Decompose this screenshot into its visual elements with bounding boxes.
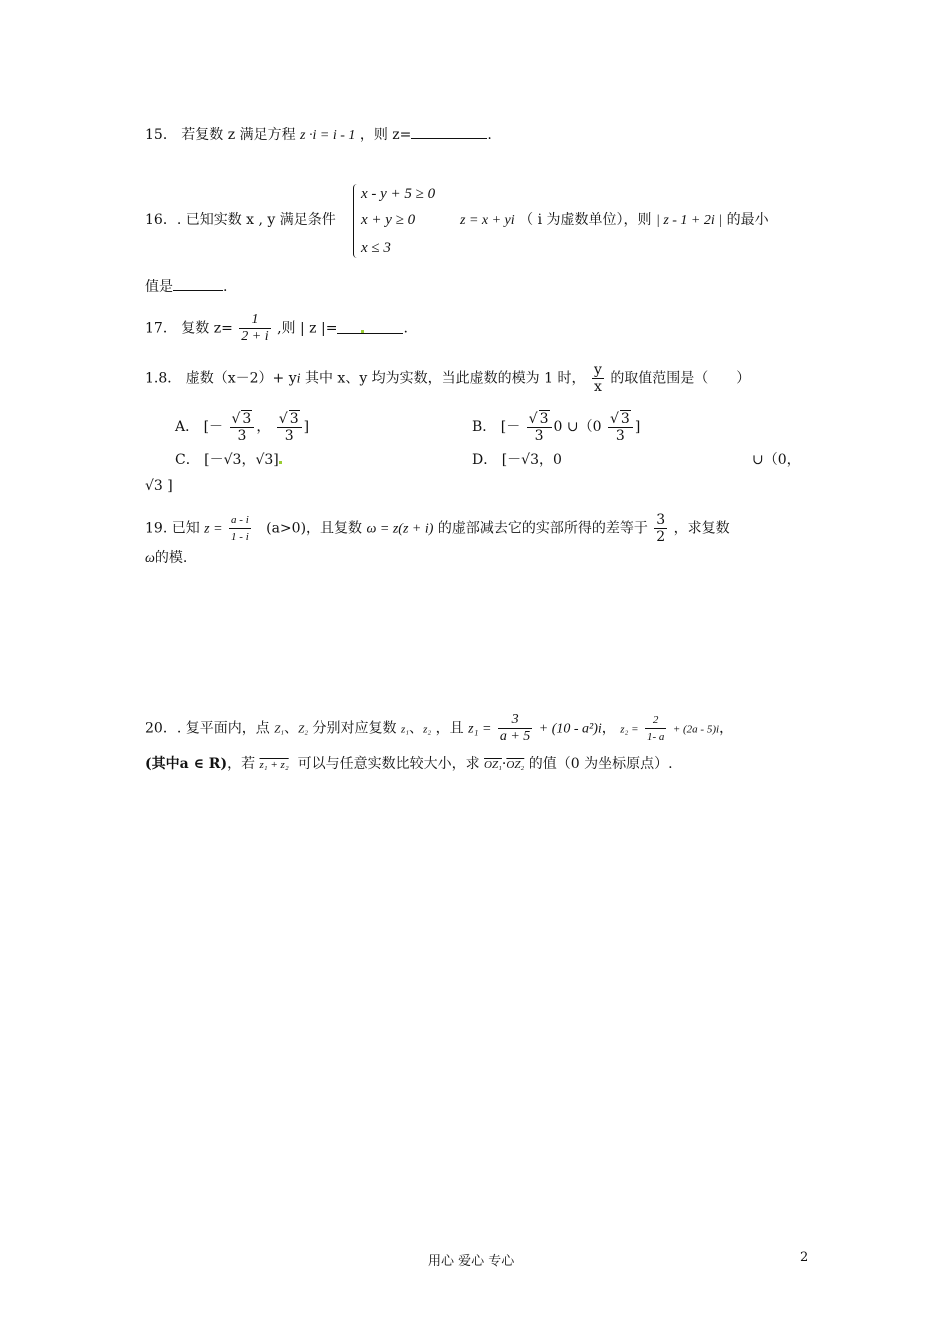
question-16: 16．. 已知实数 x , y 满足条件 xyxy=(145,212,336,228)
answer-blank xyxy=(411,124,487,139)
q18-number: 1.8． xyxy=(145,370,182,387)
q16-expression: | z - 1 + 2i | xyxy=(655,213,723,228)
question-19: 19. 已知 z = $\frac{a - i}{1 - i}$ (a>0)，且复数 ω = z(z + i) 的虚部减去它的实部所得的差等于 $\frac{3}{2}$ ，求复数 xyxy=(145,512,730,545)
answer-blank xyxy=(173,276,223,291)
q20-number: 20． xyxy=(145,720,177,737)
left-brace xyxy=(353,184,359,258)
page-number: 2 xyxy=(800,1250,809,1265)
q19-fraction: $\frac{a - i}{1 - i}$ xyxy=(231,514,249,543)
option-d-tail: ∪（0， xyxy=(752,452,801,468)
q15-equation: z ·i = i - 1 xyxy=(300,128,356,143)
question-20: 20．. 复平面内，点 Z₁、Z₂ 分别对应复数 z₁、z₂ ，且 z₁ = $\frac{3}{a + 5}$ + (10 - a²)i， z₂ = $\frac{2}{1- a}$ + (2a - 5)i， xyxy=(145,712,734,744)
q19-number: 19. xyxy=(145,520,168,537)
constraint-system: x - y + 5 ≥ 0 x + y ≥ 0 x ≤ 3 xyxy=(353,182,473,260)
question-16-cont: z = x + yi （ i 为虚数单位），则 | z - 1 + 2i | 的最小 xyxy=(460,212,769,228)
q16-number: 16． xyxy=(145,212,177,228)
question-18: 1.8． 虚数（x－2）+ yi 其中 x、y 均为实数，当此虚数的模为 1 时， $\frac{y}{x}$ 的取值范围是（ ） xyxy=(145,362,751,395)
option-a: A． [－ $\frac{√ 3}{3}$ ， $\frac{√ 3}{3}$ ] xyxy=(175,411,310,444)
q15-number: 15． xyxy=(145,127,177,143)
question-15: 15． 若复数 z 满足方程 z ·i = i - 1 ，则 z= . xyxy=(145,124,492,146)
footer-text: 用心 爱心 专心 xyxy=(428,1254,515,1269)
option-d-line2: √3 ] xyxy=(145,478,173,494)
question-19-line2: ω的模. xyxy=(145,550,188,566)
question-20-line2: (其中a ∈ R)，若 z₁ + z₂ 可以与任意实数比较大小，求 OZ₁·OZ₂ 的值（0 为坐标原点）. xyxy=(145,756,673,772)
option-c: C． [－√3，√3] xyxy=(175,450,282,470)
answer-blank xyxy=(337,319,403,334)
option-b: B． [－ $\frac{√ 3}{3}$ 0 ∪（0 $\frac{√ 3}{3}$ ] xyxy=(472,411,641,444)
q17-fraction: $\frac{1}{2 + i}$ xyxy=(241,312,269,344)
option-d: D． [－√3，0 xyxy=(472,452,562,468)
q18-fraction: $\frac{y}{x}$ xyxy=(593,362,602,395)
question-16-line2: 值是 . xyxy=(145,276,227,297)
q17-number: 17． xyxy=(145,320,177,337)
question-17: 17． 复数 z= $\frac{1}{2 + i}$ ,则 | z |= . xyxy=(145,312,408,344)
